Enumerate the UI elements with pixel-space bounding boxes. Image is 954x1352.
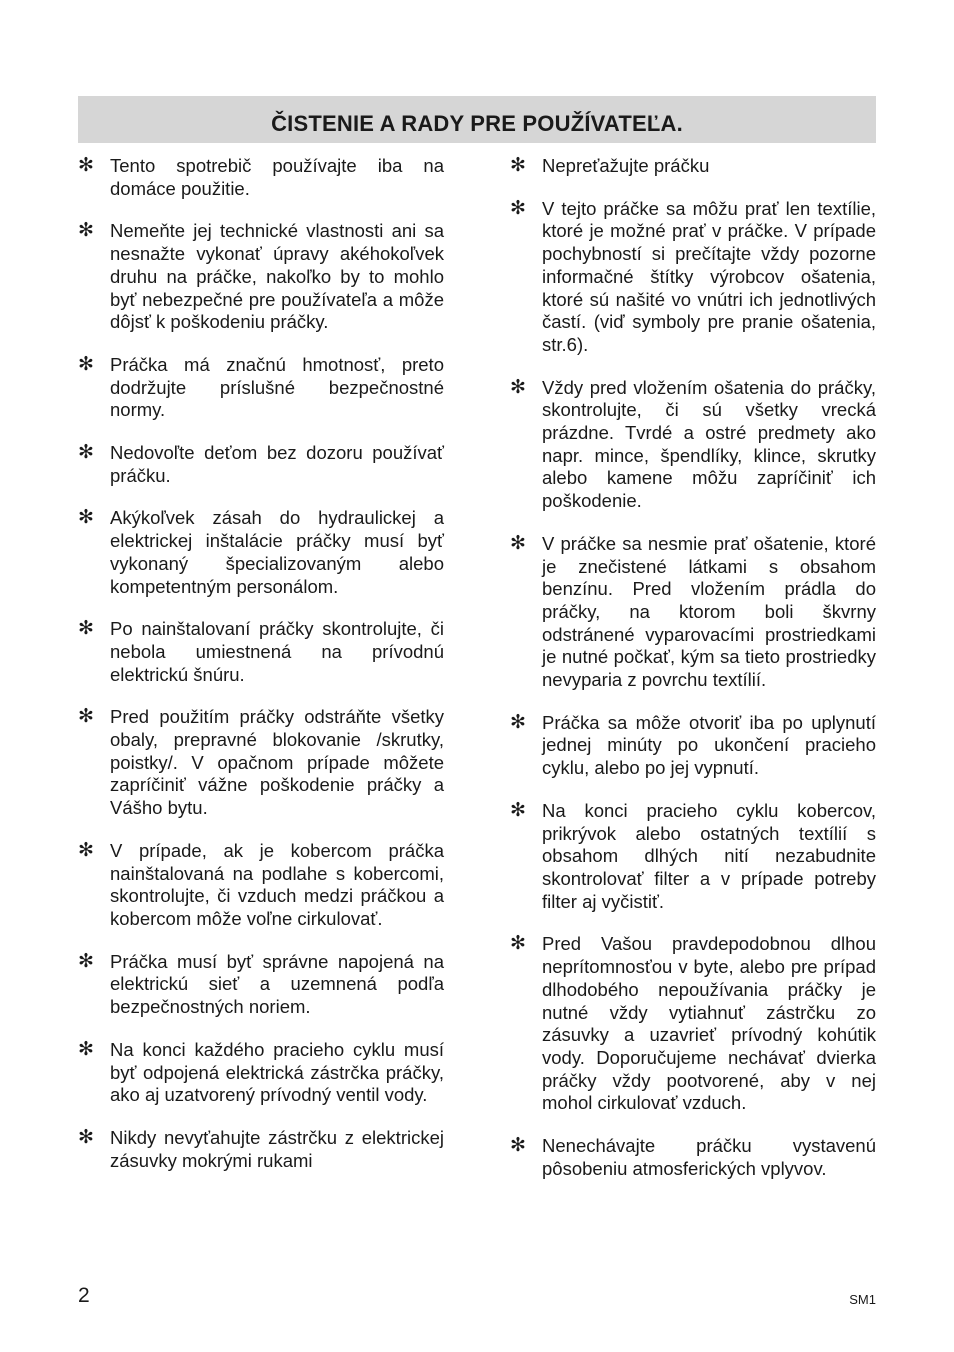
list-item-text: Práčka sa môže otvoriť iba po uplynutí jednej minúty po ukončení pracieho cyklu, alebo po jej vypnutí. xyxy=(542,711,876,779)
list-item xyxy=(510,198,876,357)
asterisk-bullet-icon: ✻ xyxy=(78,507,94,529)
list-item-text: Pred použitím práčky odstráňte všetky obaly, prepravné blokovanie /skrutky, poistky/. V opačnom prípade môžete zapríčiniť vážne poškodenie práčky a Vášho bytu. xyxy=(110,706,444,819)
asterisk-bullet-icon: ✻ xyxy=(78,442,94,464)
list-item xyxy=(78,155,444,200)
asterisk-bullet-icon: ✻ xyxy=(78,353,94,375)
asterisk-bullet-icon: ✻ xyxy=(510,933,526,955)
asterisk-bullet-icon: ✻ xyxy=(510,711,526,733)
asterisk-bullet-icon: ✻ xyxy=(510,155,526,176)
asterisk-bullet-icon: ✻ xyxy=(510,1135,526,1157)
list-item xyxy=(78,840,444,931)
list-item-text: V práčke sa nesmie prať ošatenie, ktoré je znečistené látkami s obsahom benzínu. Pred vložením prádla do práčky, na ktorom boli škvrny odstránené vyparovacími prostriedkami je nutné počkať, kým sa tieto prostriedky nevyparia z povrchu textílií. xyxy=(542,532,876,691)
page-number: 2 xyxy=(78,1284,90,1307)
list-item xyxy=(510,712,876,780)
list-item-text: V tejto práčke sa môžu prať len textílie, ktoré je možné prať v práčke. V prípade pochybností si prečítajte vždy pozorne informačné štítky výrobcov ošatenia, ktoré sú našité vo vnútri ich jednotlivých častí. (viď symboly pre pranie ošatenia, str.6). xyxy=(542,197,876,355)
list-item xyxy=(78,706,444,820)
asterisk-bullet-icon: ✻ xyxy=(78,618,94,640)
list-item-text: Tento spotrebič používajte iba na domáce použitie. xyxy=(110,155,444,199)
list-item-text: Nepreťažujte práčku xyxy=(542,155,710,176)
list-item-text: Nedovoľte deťom bez dozoru používať práčku. xyxy=(110,442,444,486)
list-item xyxy=(78,951,444,1019)
document-code: SM1 xyxy=(849,1292,876,1307)
list-item xyxy=(510,800,876,914)
list-item-text: Na konci pracieho cyklu kobercov, prikrývok alebo ostatných textílií s obsahom dlhých nití nezabudnite skontrolovať filter a v prípade potreby filter aj vyčistiť. xyxy=(542,799,876,912)
asterisk-bullet-icon: ✻ xyxy=(78,155,94,176)
list-item xyxy=(78,354,444,422)
list-item-text: Nemeňte jej technické vlastnosti ani sa nesnažte vykonať úpravy akéhokoľvek druhu na práčke, nakoľko by to mohlo byť nebezpečné pre používateľa a môže dôjsť k poškodeniu práčky. xyxy=(110,220,444,333)
asterisk-bullet-icon: ✻ xyxy=(78,1038,94,1060)
list-item xyxy=(510,533,876,692)
right-column xyxy=(510,155,876,1200)
list-item xyxy=(78,1039,444,1107)
asterisk-bullet-icon: ✻ xyxy=(78,706,94,728)
list-item-text: V prípade, ak je kobercom práčka nainštalovaná na podlahe s kobercomi, skontrolujte, či vzduch medzi práčkou a kobercom môže voľne cirkulovať. xyxy=(110,839,444,929)
list-item xyxy=(510,1135,876,1180)
section-title-bar xyxy=(78,96,876,143)
asterisk-bullet-icon: ✻ xyxy=(78,950,94,972)
list-item-text: Po nainštalovaní práčky skontrolujte, či nebola umiestnená na prívodnú elektrickú šnúru. xyxy=(110,618,444,685)
asterisk-bullet-icon: ✻ xyxy=(78,220,94,242)
list-item xyxy=(78,507,444,598)
left-column xyxy=(78,155,444,1192)
asterisk-bullet-icon: ✻ xyxy=(510,799,526,821)
list-item-text: Nenechávajte práčku vystavenú pôsobeniu atmosferických vplyvov. xyxy=(542,1135,876,1179)
list-item xyxy=(78,618,444,686)
list-item-text: Pred Vašou pravdepodobnou dlhou neprítomnosťou v byte, alebo pre prípad dlhodobého nepoužívania práčky je nutné vždy vytiahnuť zástrčku zo zásuvky a uzavrieť prívodný kohútik vody. Doporučujeme nechávať dvierka práčky vždy pootvorené, aby v nej mohol cirkulovať vzduch. xyxy=(542,933,876,1114)
list-item xyxy=(510,377,876,513)
list-item-text: Práčka má značnú hmotnosť, preto dodržujte príslušné bezpečnostné normy. xyxy=(110,353,444,421)
list-item xyxy=(510,155,876,178)
asterisk-bullet-icon: ✻ xyxy=(510,532,526,554)
list-item-text: Nikdy nevyťahujte zástrčku z elektrickej zásuvky mokrými rukami xyxy=(110,1126,444,1171)
list-item-text: Práčka musí byť správne napojená na elektrickú sieť a uzemnená podľa bezpečnostných noriem. xyxy=(110,950,444,1018)
list-item-text: Na konci každého pracieho cyklu musí byť odpojená elektrická zástrčka práčky, ako aj uzatvorený prívodný ventil vody. xyxy=(110,1038,444,1106)
asterisk-bullet-icon: ✻ xyxy=(78,839,94,861)
list-item xyxy=(78,442,444,487)
list-item-text: Akýkoľvek zásah do hydraulickej a elektrickej inštalácie práčky musí byť vykonaný špecializovaným alebo kompetentným personálom. xyxy=(110,507,444,597)
list-item xyxy=(510,933,876,1115)
section-title: ČISTENIE A RADY PRE POUŽÍVATEĽA. xyxy=(271,110,683,136)
asterisk-bullet-icon: ✻ xyxy=(510,197,526,219)
list-item-text: Vždy pred vložením ošatenia do práčky, skontrolujte, či sú všetky vrecká prázdne. Tvrdé a ostré predmety ako napr. mince, špendlíky, klince, skrutky alebo kamene môžu zapríčiniť ich poškodenie. xyxy=(542,376,876,512)
list-item xyxy=(78,1127,444,1172)
list-item xyxy=(78,220,444,334)
asterisk-bullet-icon: ✻ xyxy=(78,1126,94,1148)
asterisk-bullet-icon: ✻ xyxy=(510,376,526,398)
